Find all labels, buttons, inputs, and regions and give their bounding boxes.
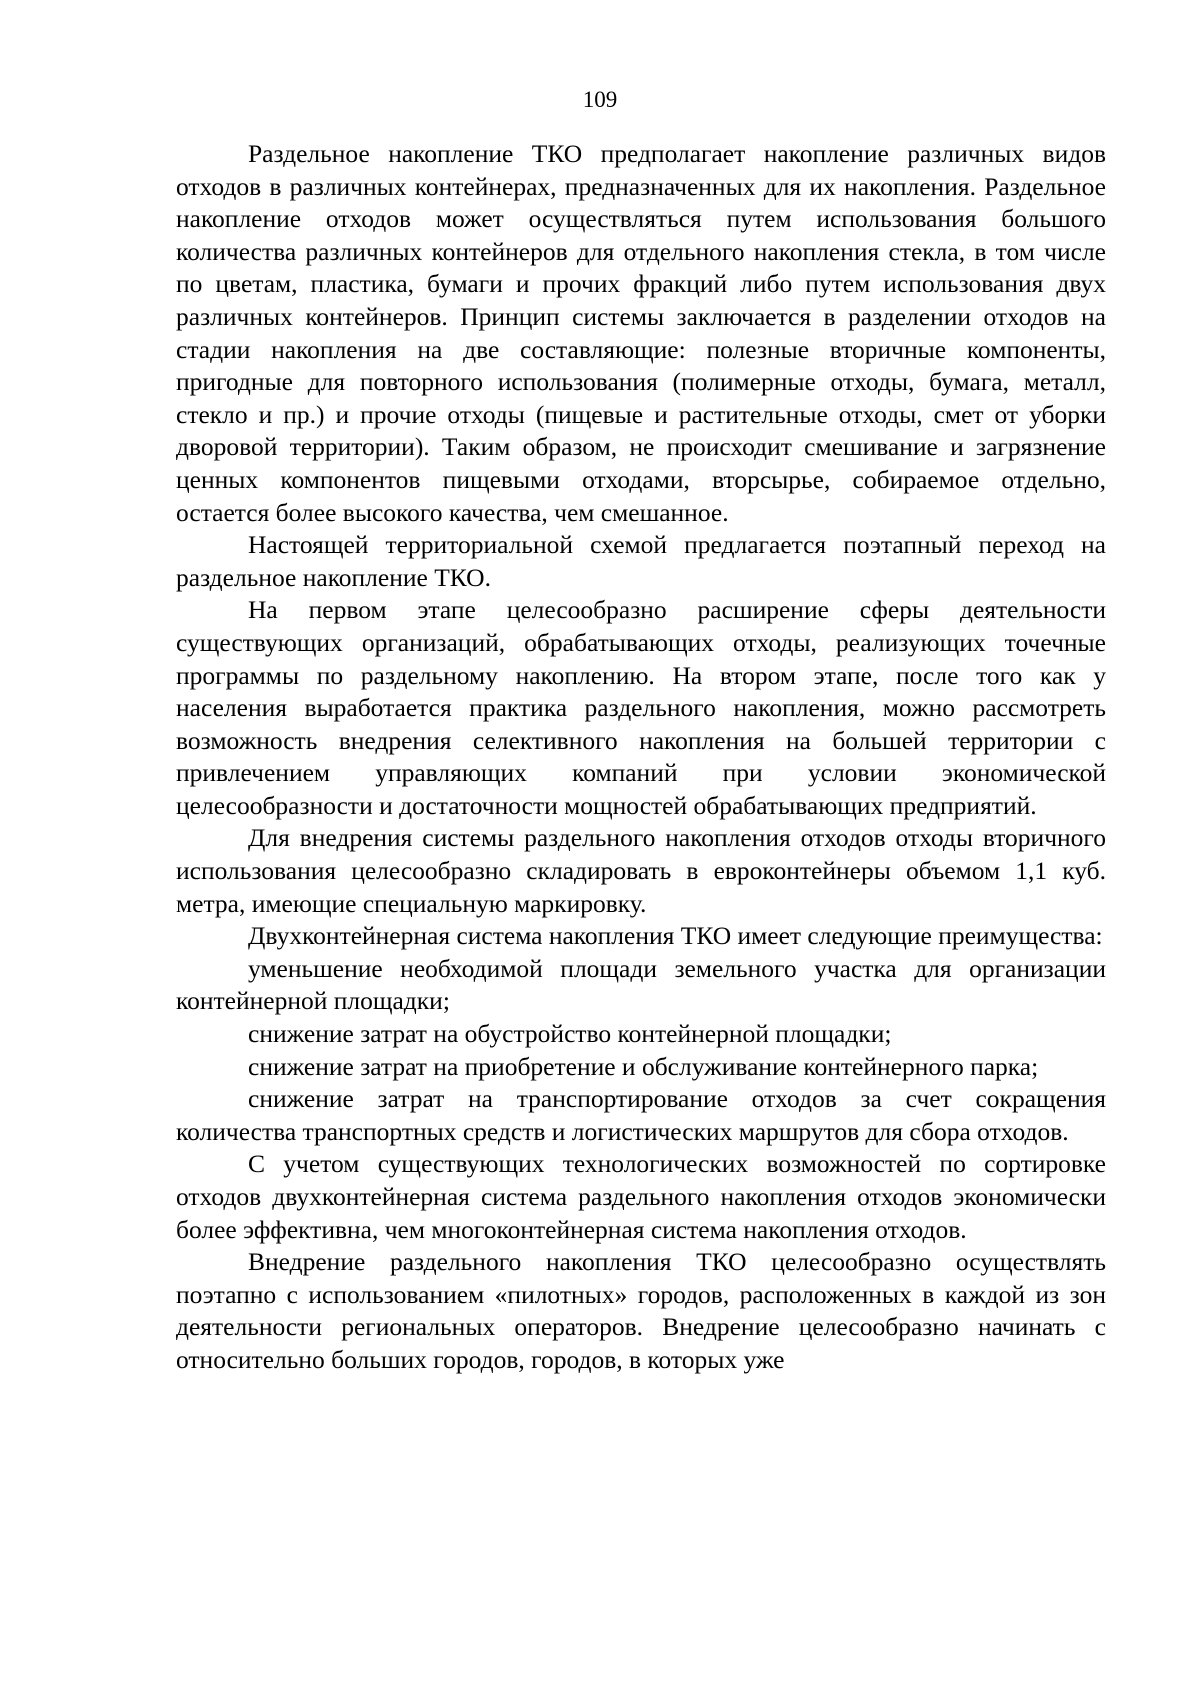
list-item-fleet-costs: снижение затрат на приобретение и обслуживание контейнерного парка; (248, 1051, 1039, 1081)
list-item-transport-costs: снижение затрат на транспортирование отходов за счет сокращения количества транспортных средств и логистических маршрутов для сбора отходов. (176, 1084, 1106, 1146)
paragraph-efficiency: С учетом существующих технологических возможностей по сортировке отходов двухконтейнерная система раздельного накопления отходов экономически более эффективна, чем многоконтейнерная система накопления отходов. (176, 1149, 1106, 1244)
list-item-site-costs: снижение затрат на обустройство контейнерной площадки; (248, 1019, 892, 1049)
paragraph-eurocontainers: Для внедрения системы раздельного накопления отходов отходы вторичного использования целесообразно складировать в евроконтейнеры объемом 1,1 куб. метра, имеющие специальную маркировку. (176, 823, 1106, 918)
paragraph-phased-transition: Настоящей территориальной схемой предлагается поэтапный переход на раздельное накопление ТКО. (176, 530, 1106, 592)
paragraph-pilot-cities: Внедрение раздельного накопления ТКО целесообразно осуществлять поэтапно с использованием «пилотных» городов, расположенных в каждой из зон деятельности региональных операторов. Внедрение целесообразно начинать с относительно больших городов, городов, в которых уже (176, 1247, 1106, 1374)
paragraph-stages: На первом этапе целесообразно расширение сферы деятельности существующих организаций, обрабатывающих отходы, реализующих точечные программы по раздельному накоплению. На втором этапе, после того как у населения выработается практика раздельного накопления, можно рассмотреть возможность внедрения селективного накопления на большей территории с привлечением управляющих компаний при условии экономической целесообразности и достаточности мощностей обрабатывающих предприятий. (176, 595, 1106, 820)
paragraph-separate-collection-definition: Раздельное накопление ТКО предполагает накопление различных видов отходов в различных контейнерах, предназначенных для их накопления. Раздельное накопление отходов может осуществляться путем использования большого количества различных контейнеров для отдельного накопления стекла, в том числе по цветам, пластика, бумаги и прочих фракций либо путем использования двух различных контейнеров. Принцип системы заключается в разделении отходов на стадии накопления на две составляющие: полезные вторичные компоненты, пригодные для повторного использования (полимерные отходы, бумага, металл, стекло и пр.) и прочие отходы (пищевые и растительные отходы, смет от уборки дворовой территории). Таким образом, не происходит смешивание и загрязнение ценных компонентов пищевыми отходами, вторсырье, собираемое отдельно, остается более высокого качества, чем смешанное. (176, 139, 1106, 527)
list-item-area-reduction: уменьшение необходимой площади земельного участка для организации контейнерной площадки; (176, 953, 1106, 1016)
body-text (176, 138, 1106, 1377)
paragraph-two-container-advantages: Двухконтейнерная система накопления ТКО имеет следующие преимущества: (248, 921, 1103, 951)
page-number: 109 (582, 87, 618, 112)
